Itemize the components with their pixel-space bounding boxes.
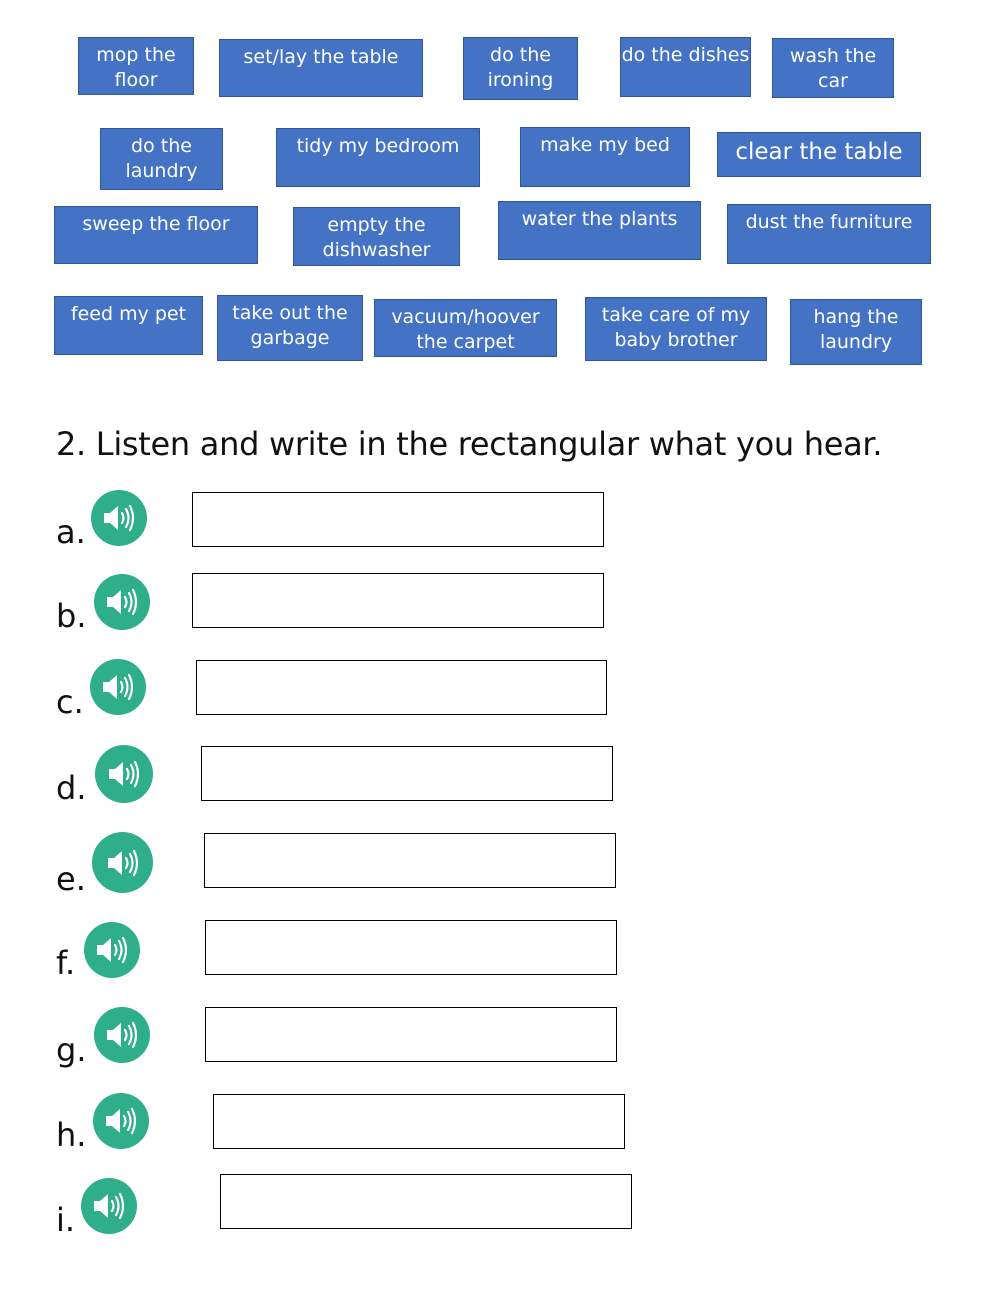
chip-take-care-of-my-baby-brother[interactable]: take care of my baby brother [585, 297, 767, 361]
chip-dust-the-furniture[interactable]: dust the furniture [727, 204, 931, 264]
speaker-icon[interactable] [94, 574, 150, 630]
chip-sweep-the-floor[interactable]: sweep the floor [54, 206, 258, 264]
chip-set-lay-the-table[interactable]: set/lay the table [219, 39, 423, 97]
item-letter-e: e. [56, 860, 86, 898]
chip-do-the-dishes[interactable]: do the dishes [620, 37, 751, 97]
answer-input-c[interactable] [196, 660, 607, 715]
speaker-icon[interactable] [93, 1093, 149, 1149]
chip-tidy-my-bedroom[interactable]: tidy my bedroom [276, 128, 480, 187]
speaker-icon[interactable] [95, 745, 153, 803]
chip-do-the-laundry[interactable]: do the laundry [100, 128, 223, 190]
item-letter-a: a. [56, 513, 86, 551]
answer-input-i[interactable] [220, 1174, 632, 1229]
chip-feed-my-pet[interactable]: feed my pet [54, 296, 203, 355]
chip-vacuum-hoover-the-carpet[interactable]: vacuum/hoover the carpet [374, 299, 557, 357]
speaker-icon[interactable] [92, 832, 153, 893]
answer-input-a[interactable] [192, 492, 604, 547]
chip-clear-the-table[interactable]: clear the table [717, 132, 921, 177]
chip-make-my-bed[interactable]: make my bed [520, 127, 690, 187]
item-letter-h: h. [56, 1116, 87, 1154]
speaker-icon[interactable] [90, 659, 146, 715]
chip-do-the-ironing[interactable]: do the ironing [463, 37, 578, 100]
instruction-heading: 2. Listen and write in the rectangular what you hear. [56, 425, 883, 463]
chip-empty-the-dishwasher[interactable]: empty the dishwasher [293, 207, 460, 266]
item-letter-c: c. [56, 683, 84, 721]
speaker-icon[interactable] [84, 922, 140, 978]
speaker-icon[interactable] [94, 1007, 150, 1063]
speaker-icon[interactable] [91, 490, 147, 546]
answer-input-f[interactable] [205, 920, 617, 975]
speaker-icon[interactable] [81, 1178, 137, 1234]
answer-input-e[interactable] [204, 833, 616, 888]
chip-mop-the-floor[interactable]: mop the floor [78, 37, 194, 95]
answer-input-d[interactable] [201, 746, 613, 801]
answer-input-g[interactable] [205, 1007, 617, 1062]
chip-wash-the-car[interactable]: wash the car [772, 38, 894, 98]
chip-water-the-plants[interactable]: water the plants [498, 201, 701, 260]
item-letter-d: d. [56, 769, 87, 807]
item-letter-f: f. [56, 944, 76, 982]
item-letter-g: g. [56, 1031, 87, 1069]
item-letter-i: i. [56, 1201, 76, 1239]
item-letter-b: b. [56, 597, 87, 635]
chip-hang-the-laundry[interactable]: hang the laundry [790, 299, 922, 365]
answer-input-b[interactable] [192, 573, 604, 628]
answer-input-h[interactable] [213, 1094, 625, 1149]
chip-take-out-the-garbage[interactable]: take out the garbage [217, 295, 363, 361]
